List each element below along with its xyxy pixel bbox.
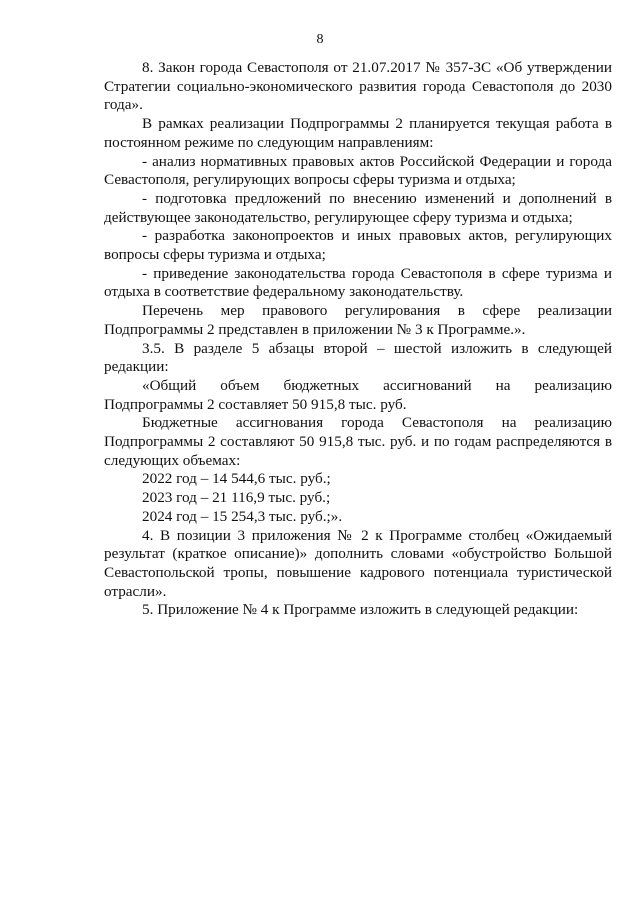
document-body <box>104 59 612 620</box>
paragraph-position-3: 4. В позиции 3 приложения № 2 к Программе столбец «Ожидаемый результат (краткое описание)» дополнить словами «обустройство Большой Севастопольской тропы, повышение кадрового потенциала туристической отрасли». <box>104 526 612 600</box>
list-item-drafting: - разработка законопроектов и иных правовых актов, регулирующих вопросы сферы туризма и отдыха; <box>104 227 612 264</box>
paragraph-city-budget: Бюджетные ассигнования города Севастополя на реализацию Подпрограммы 2 составляют 50 915,8 тыс. руб. и по годам распределяются в следующих объемах: <box>104 414 612 469</box>
paragraph-section-3-5: 3.5. В разделе 5 абзацы второй – шестой изложить в следующей редакции: <box>104 339 612 376</box>
budget-year-2023: 2023 год – 21 116,9 тыс. руб.; <box>142 489 331 507</box>
page-number: 8 <box>316 32 324 47</box>
paragraph-measures: Перечень мер правового регулирования в сфере реализации Подпрограммы 2 представлен в приложении № 3 к Программе.». <box>104 302 612 338</box>
list-item-proposals: - подготовка предложений по внесению изменений и дополнений в действующее законодательство, регулирующее сферу туризма и отдыха; <box>104 189 612 226</box>
paragraph-appendix-4: 5. Приложение № 4 к Программе изложить в следующей редакции: <box>142 601 579 619</box>
list-item-alignment: - приведение законодательства города Севастополя в сфере туризма и отдыха в соответствие федеральному законодательству. <box>104 264 612 301</box>
list-item-analysis: - анализ нормативных правовых актов Российской Федерации и города Севастополя, регулирующих вопросы сферы туризма и отдыха; <box>104 152 612 189</box>
paragraph-total-budget: «Общий объем бюджетных ассигнований на реализацию Подпрограммы 2 составляет 50 915,8 тыс. руб. <box>104 376 612 413</box>
paragraph-law: 8. Закон города Севастополя от 21.07.2017 № 357-ЗС «Об утверждении Стратегии социально-экономического развития города Севастополя до 2030 года». <box>104 59 612 114</box>
paragraph-subprogram-intro: В рамках реализации Подпрограммы 2 планируется текущая работа в постоянном режиме по следующим направлениям: <box>104 115 612 151</box>
budget-year-2024: 2024 год – 15 254,3 тыс. руб.;». <box>142 507 343 525</box>
budget-year-2022: 2022 год – 14 544,6 тыс. руб.; <box>142 470 331 488</box>
